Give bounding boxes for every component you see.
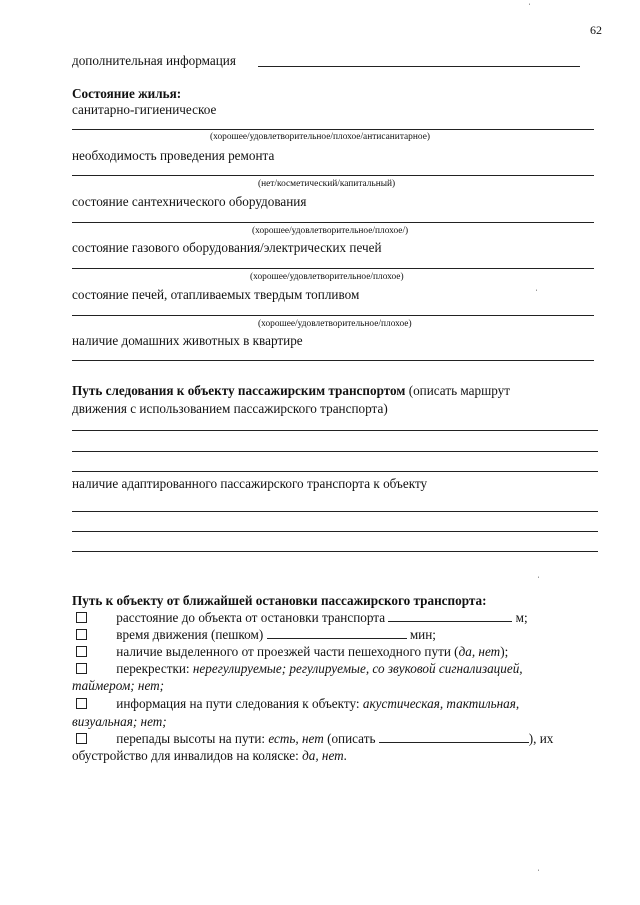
time-row	[76, 627, 436, 643]
info-checkbox[interactable]	[76, 698, 87, 709]
route-line-1[interactable]	[72, 430, 598, 431]
sanitary-line[interactable]	[72, 129, 594, 130]
height-row	[76, 731, 553, 747]
scan-mark: ˈ	[537, 575, 540, 585]
plumbing-label: состояние сантехнического оборудования	[72, 194, 307, 209]
height-label: перепады высоты на пути:	[116, 731, 269, 746]
distance-field[interactable]	[388, 610, 512, 622]
sanitary-hint: (хорошее/удовлетворительное/плохое/антисанитарное)	[210, 132, 430, 142]
height-describe-field[interactable]	[379, 731, 529, 743]
plumbing-hint: (хорошее/удовлетворительное/плохое/)	[252, 226, 409, 236]
route-heading-bold: Путь следования к объекту пассажирским транспортом	[72, 383, 406, 398]
stoves-hint: (хорошее/удовлетворительное/плохое)	[258, 319, 412, 329]
crossings-options-2: таймером; нет;	[72, 678, 165, 693]
info-options-2: визуальная; нет;	[72, 714, 167, 729]
adapted-line-3[interactable]	[72, 551, 598, 552]
arrangement-options: да, нет.	[302, 748, 348, 763]
gas-label: состояние газового оборудования/электрических печей	[72, 240, 382, 255]
repair-label: необходимость проведения ремонта	[72, 148, 275, 163]
crossings-checkbox[interactable]	[76, 663, 87, 674]
pets-label: наличие домашних животных в квартире	[72, 333, 303, 348]
distance-checkbox[interactable]	[76, 612, 87, 623]
route-heading-rest: (описать маршрут	[405, 383, 511, 398]
gas-hint: (хорошее/удовлетворительное/плохое)	[250, 272, 404, 282]
route-heading-line2: движения с использованием пассажирского транспорта)	[72, 401, 388, 416]
route-line-2[interactable]	[72, 451, 598, 452]
housing-heading: Состояние жилья:	[72, 86, 182, 101]
height-options: есть, нет	[268, 731, 324, 746]
crossings-options-1: нерегулируемые; регулируемые, со звуковой сигнализацией,	[192, 661, 523, 676]
scan-mark: ˈ	[537, 868, 540, 878]
additional-info-line[interactable]	[258, 66, 580, 67]
info-options-1: акустическая, тактильная,	[362, 696, 520, 711]
info-row	[76, 696, 519, 712]
time-checkbox[interactable]	[76, 629, 87, 640]
distance-label: расстояние до объекта от остановки транспорта	[116, 610, 386, 625]
height-describe: (описать	[323, 731, 376, 746]
time-field[interactable]	[267, 627, 407, 639]
path-checkbox[interactable]	[76, 646, 87, 657]
stop-heading: Путь к объекту от ближайшей остановки пассажирского транспорта:	[72, 593, 487, 608]
path-label: наличие выделенного от проезжей части пешеходного пути (	[116, 644, 459, 659]
additional-info-label: дополнительная информация	[72, 53, 236, 68]
path-row	[76, 644, 508, 660]
info-label: информация на пути следования к объекту:	[116, 696, 363, 711]
height-checkbox[interactable]	[76, 733, 87, 744]
stoves-line[interactable]	[72, 315, 594, 316]
path-end: );	[500, 644, 509, 659]
adapted-transport-label: наличие адаптированного пассажирского транспорта к объекту	[72, 476, 428, 491]
page-number: 62	[590, 23, 602, 37]
adapted-line-2[interactable]	[72, 531, 598, 532]
stoves-label: состояние печей, отапливаемых твердым топливом	[72, 287, 360, 302]
path-options: да, нет	[458, 644, 501, 659]
crossings-row	[76, 661, 523, 677]
arrangement-label: обустройство для инвалидов на коляске:	[72, 748, 303, 763]
plumbing-line[interactable]	[72, 222, 594, 223]
time-unit: мин;	[409, 627, 436, 642]
sanitary-label: санитарно-гигиеническое	[72, 102, 217, 117]
scan-mark: ˈ	[535, 288, 538, 298]
time-label: время движения (пешком)	[116, 627, 264, 642]
distance-unit: м;	[515, 610, 528, 625]
route-heading	[72, 383, 510, 399]
route-line-3[interactable]	[72, 471, 598, 472]
height-end: ), их	[528, 731, 554, 746]
scan-mark: ˈ	[528, 2, 531, 12]
crossings-label: перекрестки:	[116, 661, 193, 676]
pets-line[interactable]	[72, 360, 594, 361]
gas-line[interactable]	[72, 268, 594, 269]
arrangement-row	[72, 748, 347, 764]
adapted-line-1[interactable]	[72, 511, 598, 512]
repair-hint: (нет/косметический/капитальный)	[258, 179, 396, 189]
repair-line[interactable]	[72, 175, 594, 176]
distance-row	[76, 610, 528, 626]
